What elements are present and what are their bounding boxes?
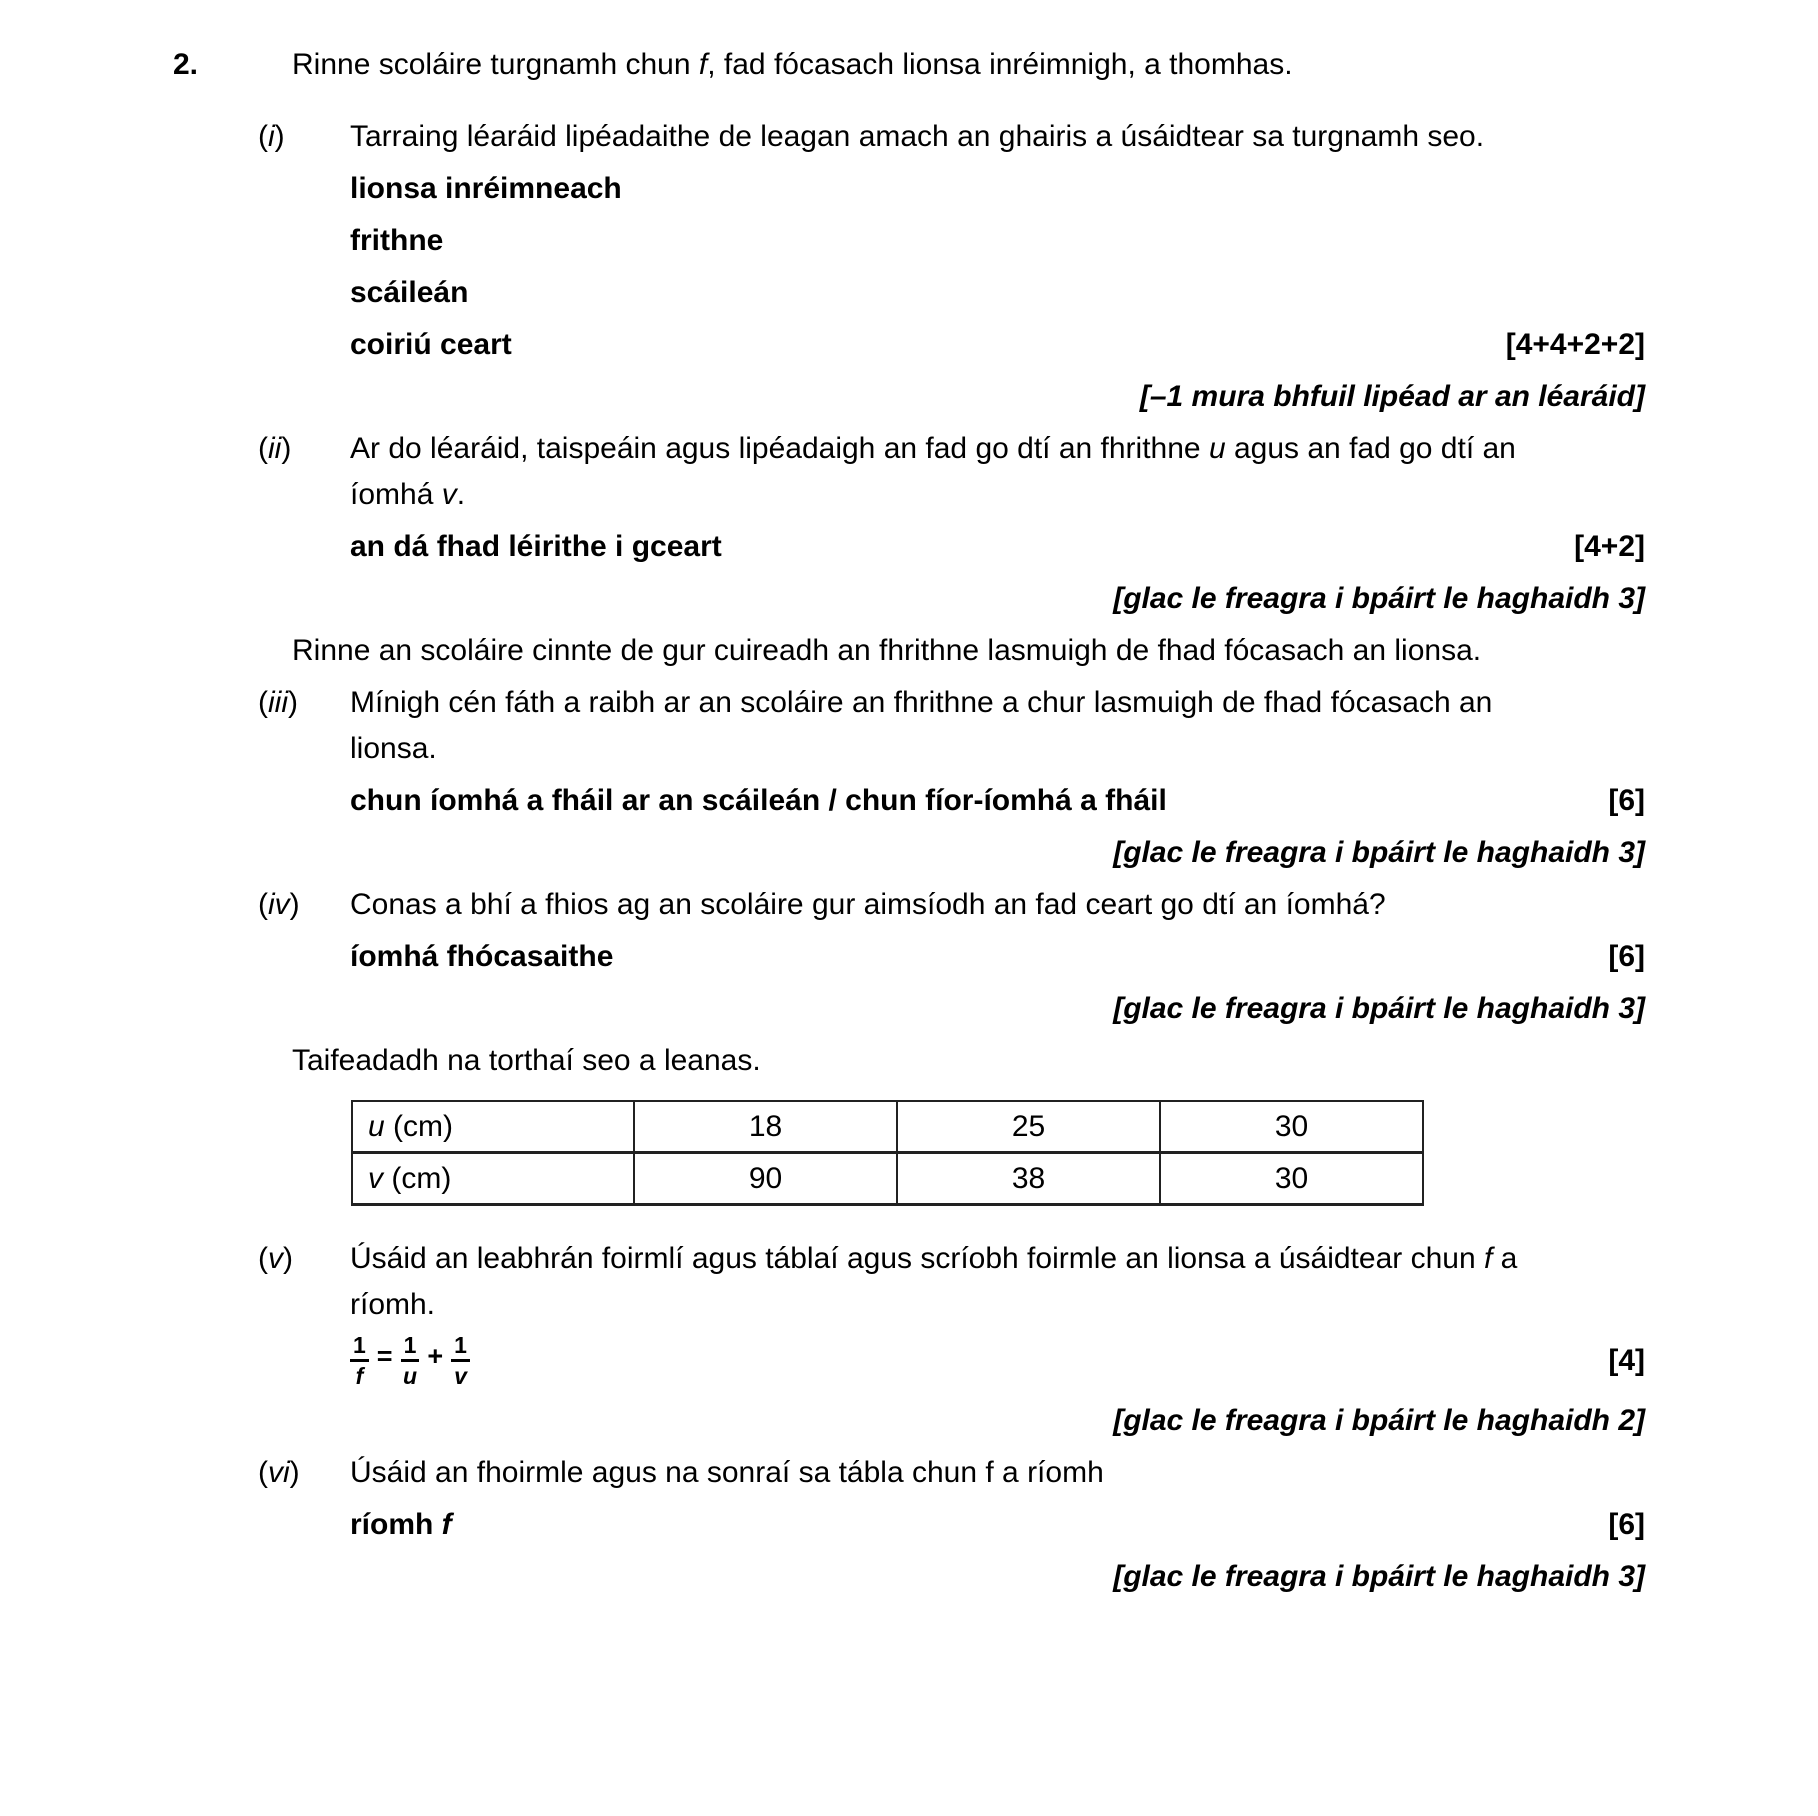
part-ii [258,426,1645,628]
paragraph-frithne-note: Rinne an scoláire cinnte de gur cuireadh an fhrithne lasmuigh de fhad fócasach an lionsa. [292,634,1482,667]
fraction-1-over-u: $\frac{1}{u}$ [401,1334,420,1388]
part-ii-answer: an dá fhad léirithe i gceart [350,530,722,563]
part-vi-prompt: Úsáid an fhoirmle agus na sonraí sa tábla chun f a ríomh [350,1456,1104,1489]
part-i-answer-1: lionsa inréimneach [350,172,622,205]
table-cell: 38 [897,1153,1160,1205]
part-iv-marks: [6] [1608,940,1645,973]
part-ii-marks: [4+2] [1574,530,1645,563]
paragraph-results-intro: Taifeadadh na torthaí seo a leanas. [292,1044,761,1077]
part-v-label: (v) [258,1242,293,1275]
lens-formula [350,1334,470,1388]
part-ii-prompt: Ar do léaráid, taispeáin agus lipéadaigh an fad go dtí an fhrithne u agus an fad go dtí an íomhá v. [350,432,1516,511]
table-cell: 18 [634,1101,897,1153]
part-v-note: [glac le freagra i bpáirt le haghaidh 2] [1113,1404,1645,1437]
part-vi-answer: ríomh f [350,1508,452,1541]
part-v-marks: [4] [1608,1344,1645,1377]
question-number: 2. [173,48,199,81]
part-vi-mark-row [350,1502,1645,1548]
equals-sign: = [376,1340,393,1371]
part-iv-answer: íomhá fhócasaithe [350,940,614,973]
part-iii-label: (iii) [258,686,298,719]
question-intro-text: Rinne scoláire turgnamh chun f, fad fócasach lionsa inréimnigh, a thomhas. [292,48,1293,81]
plus-sign: + [427,1340,444,1371]
table-cell: 30 [1160,1101,1423,1153]
part-iii [258,680,1645,882]
part-ii-note: [glac le freagra i bpáirt le haghaidh 3] [1113,582,1645,615]
part-v-formula-row [350,1334,1645,1388]
part-iii-mark-row [350,778,1645,824]
part-i-note: [–1 mura bhfuil lipéad ar an léaráid] [1139,380,1645,413]
table-row-v [352,1153,1423,1205]
part-iv-prompt: Conas a bhí a fhios ag an scoláire gur aimsíodh an fad ceart go dtí an íomhá? [350,888,1386,921]
part-i-answer-2: frithne [350,224,444,257]
table-cell: 25 [897,1101,1160,1153]
part-i-marks: [4+4+2+2] [1505,328,1645,361]
question-2-row [173,42,1645,88]
part-vi [258,1450,1645,1606]
part-vi-marks: [6] [1608,1508,1645,1541]
part-iv-label: (iv) [258,888,300,921]
table-header-u: u (cm) [352,1101,634,1153]
results-table [351,1100,1424,1206]
fraction-1-over-v: $\frac{1}{v}$ [451,1334,470,1388]
table-cell: 30 [1160,1153,1423,1205]
part-i-answer-3: scáileán [350,276,469,309]
part-v [258,1236,1645,1450]
part-i-answer-4: coiriú ceart [350,328,512,361]
part-iv-note: [glac le freagra i bpáirt le haghaidh 3] [1113,992,1645,1025]
part-vi-note: [glac le freagra i bpáirt le haghaidh 3] [1113,1560,1645,1593]
part-i-mark-row [350,322,1645,368]
part-iii-marks: [6] [1608,784,1645,817]
table-row-u [352,1101,1423,1153]
part-ii-mark-row [350,524,1645,570]
part-i-prompt: Tarraing léaráid lipéadaithe de leagan amach an ghairis a úsáidtear sa turgnamh seo. [350,120,1485,153]
table-cell: 90 [634,1153,897,1205]
fraction-1-over-f: $\frac{1}{f}$ [350,1334,369,1388]
part-iv-mark-row [350,934,1645,980]
part-vi-label: (vi) [258,1456,300,1489]
table-header-v: v (cm) [352,1153,634,1205]
part-iii-answer: chun íomhá a fháil ar an scáileán / chun fíor-íomhá a fháil [350,784,1167,817]
part-v-prompt: Úsáid an leabhrán foirmlí agus táblaí agus scríobh foirmle an lionsa a úsáidtear chun f a ríomh. [350,1242,1518,1321]
part-iii-prompt: Mínigh cén fáth a raibh ar an scoláire an fhrithne a chur lasmuigh de fhad fócasach an lionsa. [350,686,1493,765]
part-iii-note: [glac le freagra i bpáirt le haghaidh 3] [1113,836,1645,869]
part-iv [258,882,1645,1038]
part-ii-label: (ii) [258,432,292,465]
part-i-label: (i) [258,120,285,153]
part-i [258,114,1645,426]
